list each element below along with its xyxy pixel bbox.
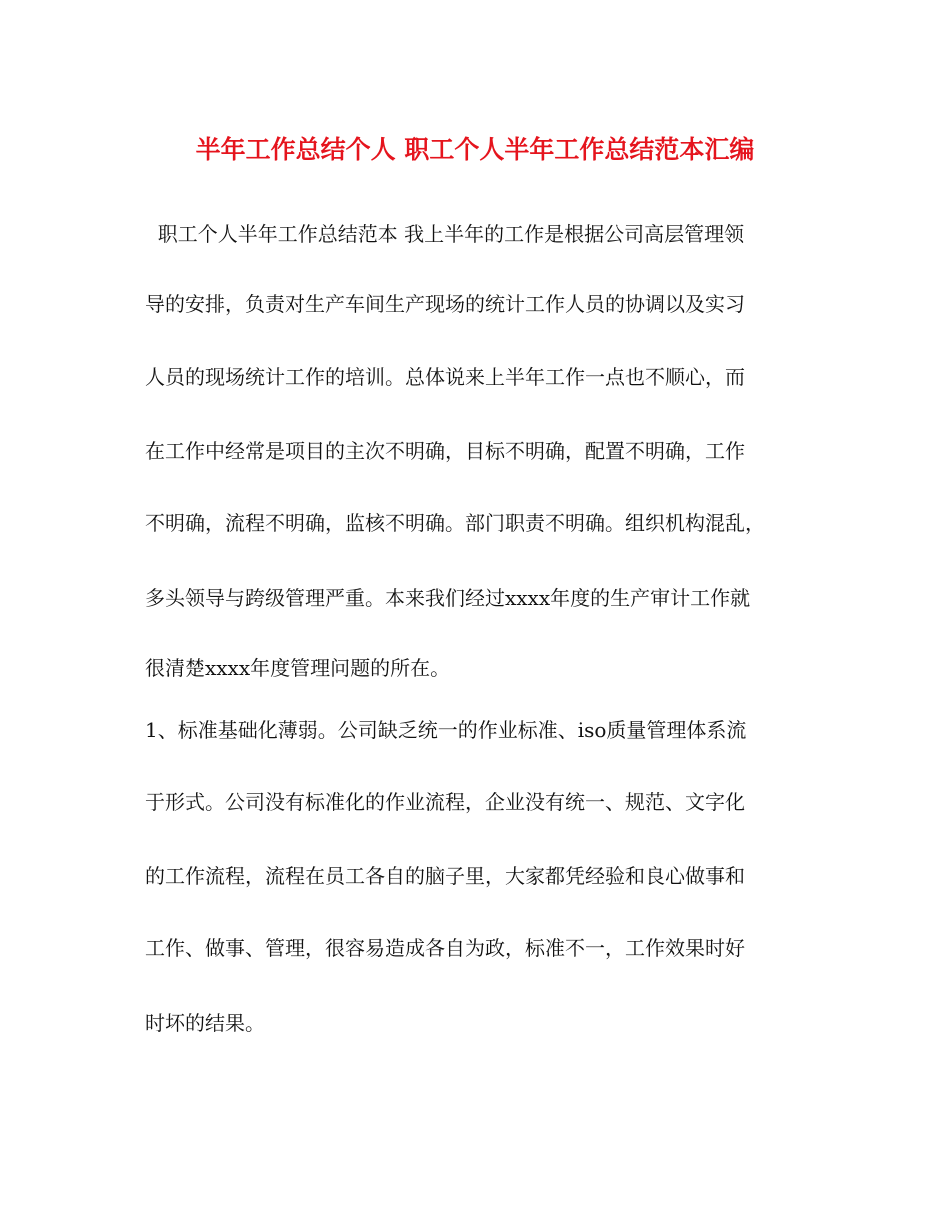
body-line: 职工个人半年工作总结范本 我上半年的工作是根据公司高层管理领	[145, 222, 745, 246]
body-line: 于形式。公司没有标准化的作业流程，企业没有统一、规范、文字化	[145, 790, 745, 814]
body-line: 人员的现场统计工作的培训。总体说来上半年工作一点也不顺心，而	[145, 365, 745, 389]
body-line: 很清楚xxxx年度管理问题的所在。	[145, 656, 451, 680]
body-line: 工作、做事、管理，很容易造成各自为政，标准不一，工作效果时好	[145, 936, 745, 960]
body-line: 多头领导与跨级管理严重。本来我们经过xxxx年度的生产审计工作就	[145, 586, 751, 610]
body-line: 不明确，流程不明确，监核不明确。部门职责不明确。组织机构混乱，	[145, 511, 765, 535]
body-line: 1、标准基础化薄弱。公司缺乏统一的作业标准、iso质量管理体系流	[145, 718, 747, 742]
body-line: 在工作中经常是项目的主次不明确，目标不明确，配置不明确，工作	[145, 439, 745, 463]
body-line: 时坏的结果。	[145, 1011, 265, 1035]
body-line: 导的安排，负责对生产车间生产现场的统计工作人员的协调以及实习	[145, 292, 745, 316]
document-title: 半年工作总结个人 职工个人半年工作总结范本汇编	[195, 135, 755, 164]
body-line: 的工作流程，流程在员工各自的脑子里，大家都凭经验和良心做事和	[145, 864, 745, 888]
